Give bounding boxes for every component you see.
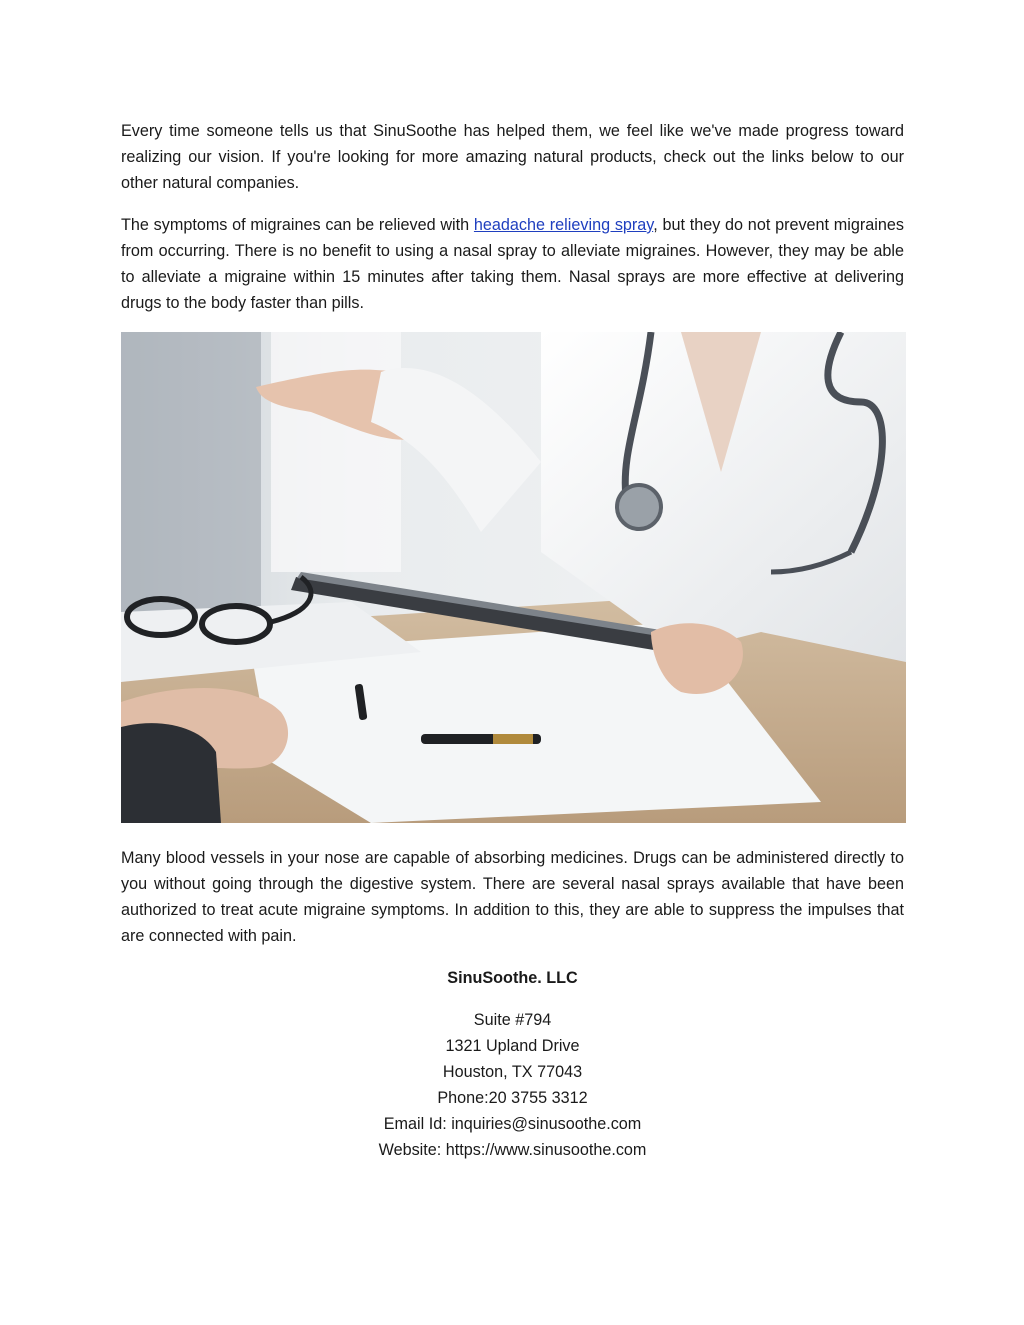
- paragraph-blood-vessels: Many blood vessels in your nose are capable of absorbing medicines. Drugs can be administered directly to you without going through the digestive system. There are several nasal sprays available that have been authorized to treat acute migraine symptoms. In addition to this, they are able to suppress the impulses that are connected with pain.: [121, 849, 904, 945]
- paragraph-text-before-link: The symptoms of migraines can be relieved with: [121, 216, 474, 234]
- contact-block: [121, 965, 904, 1163]
- email-address: Email Id: inquiries@sinusoothe.com: [383, 1115, 642, 1133]
- address-city: Houston, TX 77043: [442, 1063, 583, 1081]
- document-page: [121, 118, 904, 1163]
- phone-number: Phone:20 3755 3312: [437, 1089, 588, 1107]
- headache-relieving-spray-link[interactable]: headache relieving spray: [473, 216, 654, 234]
- company-name: SinuSoothe. LLC: [447, 969, 578, 987]
- paragraph-text-after-link: , but they do not prevent migraines from occurring. There is no benefit to using a nasal spray to alleviate migraines. However, they may be able to alleviate a migraine within 15 minutes after taking them. Nasal sprays are more effective at delivering drugs to the body faster than pills.: [121, 216, 904, 312]
- website-address: Website: https://www.sinusoothe.com: [378, 1141, 647, 1159]
- paragraph-intro: Every time someone tells us that SinuSoothe has helped them, we feel like we've made progress toward realizing our vision. If you're looking for more amazing natural products, check out the links below to our other natural companies.: [121, 122, 904, 192]
- doctor-consultation-photo: [121, 332, 906, 823]
- paragraph-migraine-spray: [121, 212, 904, 316]
- address-street: 1321 Upland Drive: [445, 1037, 580, 1055]
- address-suite: Suite #794: [473, 1011, 552, 1029]
